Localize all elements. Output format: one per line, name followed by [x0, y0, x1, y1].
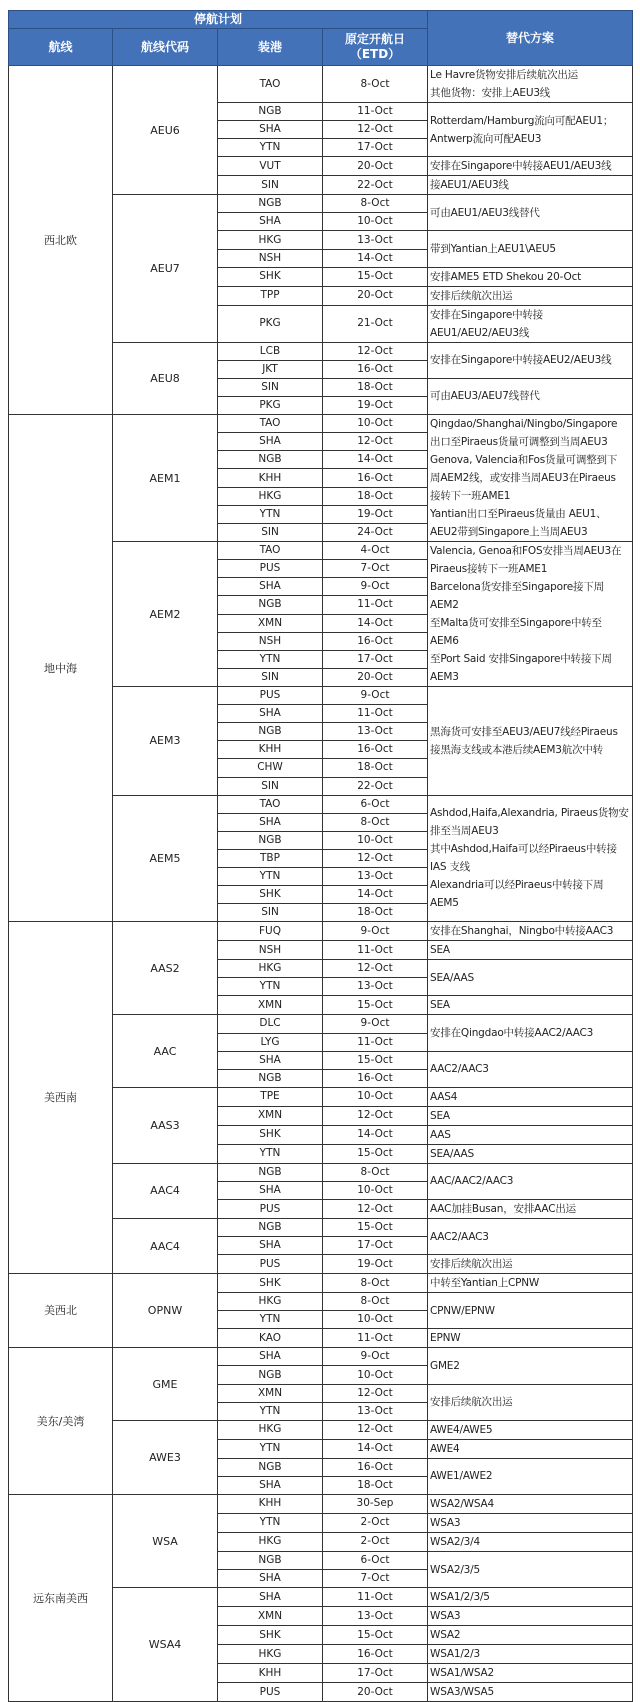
- header-route: 航线: [9, 29, 113, 66]
- etd-cell: 13-Oct: [323, 723, 428, 741]
- etd-cell: 18-Oct: [323, 378, 428, 396]
- port-cell: SIN: [218, 176, 323, 195]
- alternative-cell: CPNW/EPNW: [428, 1293, 633, 1329]
- port-cell: TAO: [218, 542, 323, 560]
- port-cell: YTN: [218, 978, 323, 996]
- alternative-cell: AWE4: [428, 1439, 633, 1458]
- port-cell: KHH: [218, 1494, 323, 1513]
- port-cell: SHK: [218, 1274, 323, 1293]
- etd-cell: 8-Oct: [323, 66, 428, 103]
- etd-cell: 11-Oct: [323, 705, 428, 723]
- port-cell: KHH: [218, 741, 323, 759]
- port-cell: HKG: [218, 1532, 323, 1551]
- port-cell: SHK: [218, 886, 323, 904]
- alternative-cell: SEA/AAS: [428, 960, 633, 996]
- table-body: [9, 66, 633, 1702]
- port-cell: KAO: [218, 1329, 323, 1348]
- etd-cell: 9-Oct: [323, 922, 428, 941]
- region-cell: 美西南: [9, 922, 113, 1274]
- header-alternative: 替代方案: [428, 11, 633, 66]
- etd-cell: 13-Oct: [323, 867, 428, 885]
- port-cell: TAO: [218, 415, 323, 433]
- etd-cell: 14-Oct: [323, 1125, 428, 1144]
- table-row: [9, 66, 633, 103]
- etd-cell: 10-Oct: [323, 1181, 428, 1199]
- port-cell: SHA: [218, 813, 323, 831]
- alternative-cell: Qingdao/Shanghai/Ningbo/Singapore 出口至Piraeus货量可调整到当周AEU3 Genova, Valencia和Fos货量可调整到下 周AEM2线，或安排当周AEU3在Piraeus 接转下一班AME1 Yantian出口至Piraeus货量由 AEU1、 AEU2带到Singapore上当周AEU3: [428, 415, 633, 542]
- port-cell: TAO: [218, 795, 323, 813]
- etd-cell: 4-Oct: [323, 542, 428, 560]
- route-code-cell: AEU6: [113, 66, 218, 195]
- region-cell: 美西北: [9, 1274, 113, 1348]
- etd-cell: 22-Oct: [323, 777, 428, 795]
- port-cell: YTN: [218, 139, 323, 157]
- port-cell: HKG: [218, 1645, 323, 1664]
- port-cell: PUS: [218, 1200, 323, 1219]
- port-cell: PKG: [218, 305, 323, 342]
- alternative-cell: 可由AEU3/AEU7线替代: [428, 378, 633, 414]
- etd-cell: 11-Oct: [323, 941, 428, 960]
- port-cell: SHA: [218, 1588, 323, 1607]
- route-code-cell: AAC4: [113, 1219, 218, 1274]
- alternative-cell: 接AEU1/AEU3线: [428, 176, 633, 195]
- port-cell: PUS: [218, 1683, 323, 1702]
- alternative-cell: WSA2/WSA4: [428, 1494, 633, 1513]
- alternative-cell: WSA2: [428, 1626, 633, 1645]
- etd-cell: 16-Oct: [323, 1069, 428, 1087]
- suspension-schedule-table: [8, 10, 633, 1702]
- port-cell: PKG: [218, 396, 323, 414]
- route-code-cell: AAS3: [113, 1087, 218, 1163]
- alternative-cell: 安排在Shanghai，Ningbo中转接AAC3: [428, 922, 633, 941]
- etd-cell: 12-Oct: [323, 1200, 428, 1219]
- etd-cell: 11-Oct: [323, 1329, 428, 1348]
- etd-cell: 9-Oct: [323, 687, 428, 705]
- etd-cell: 15-Oct: [323, 996, 428, 1015]
- alternative-cell: 安排在Singapore中转接AEU2/AEU3线: [428, 342, 633, 378]
- etd-cell: 16-Oct: [323, 632, 428, 650]
- port-cell: SIN: [218, 668, 323, 686]
- alternative-cell: SEA: [428, 941, 633, 960]
- alternative-cell: WSA2/3/4: [428, 1532, 633, 1551]
- route-code-cell: AAS2: [113, 922, 218, 1015]
- port-cell: YTN: [218, 1402, 323, 1420]
- etd-cell: 18-Oct: [323, 487, 428, 505]
- etd-cell: 20-Oct: [323, 157, 428, 176]
- route-code-cell: OPNW: [113, 1274, 218, 1348]
- etd-cell: 11-Oct: [323, 596, 428, 614]
- region-cell: 远东南美西: [9, 1494, 113, 1701]
- etd-cell: 12-Oct: [323, 849, 428, 867]
- port-cell: YTN: [218, 1513, 323, 1532]
- alternative-cell: Le Havre货物安排后续航次出运 其他货物：安排上AEU3线: [428, 66, 633, 103]
- port-cell: NSH: [218, 941, 323, 960]
- port-cell: XMN: [218, 996, 323, 1015]
- port-cell: SHA: [218, 1570, 323, 1588]
- port-cell: NGB: [218, 1366, 323, 1384]
- alternative-cell: GME2: [428, 1348, 633, 1384]
- port-cell: LCB: [218, 342, 323, 360]
- etd-cell: 10-Oct: [323, 1311, 428, 1329]
- etd-cell: 18-Oct: [323, 904, 428, 922]
- alternative-cell: 可由AEU1/AEU3线替代: [428, 195, 633, 231]
- header-loading-port: 装港: [218, 29, 323, 66]
- etd-cell: 10-Oct: [323, 831, 428, 849]
- alternative-cell: WSA3: [428, 1607, 633, 1626]
- alternative-cell: WSA1/2/3: [428, 1645, 633, 1664]
- port-cell: SHA: [218, 705, 323, 723]
- etd-cell: 30-Sep: [323, 1494, 428, 1513]
- etd-cell: 11-Oct: [323, 103, 428, 121]
- etd-cell: 12-Oct: [323, 1106, 428, 1125]
- etd-cell: 20-Oct: [323, 286, 428, 305]
- route-code-cell: GME: [113, 1348, 218, 1420]
- alternative-cell: Rotterdam/Hamburg流向可配AEU1； Antwerp流向可配AEU3: [428, 103, 633, 157]
- alternative-cell: 安排AME5 ETD Shekou 20-Oct: [428, 267, 633, 286]
- port-cell: TPP: [218, 286, 323, 305]
- port-cell: NGB: [218, 1458, 323, 1476]
- etd-cell: 10-Oct: [323, 213, 428, 231]
- etd-cell: 16-Oct: [323, 1645, 428, 1664]
- etd-cell: 15-Oct: [323, 1051, 428, 1069]
- etd-cell: 16-Oct: [323, 741, 428, 759]
- alternative-cell: AAC2/AAC3: [428, 1219, 633, 1255]
- port-cell: FUQ: [218, 922, 323, 941]
- etd-cell: 13-Oct: [323, 231, 428, 249]
- port-cell: YTN: [218, 867, 323, 885]
- port-cell: NGB: [218, 596, 323, 614]
- etd-cell: 12-Oct: [323, 960, 428, 978]
- etd-cell: 12-Oct: [323, 433, 428, 451]
- etd-cell: 2-Oct: [323, 1532, 428, 1551]
- port-cell: TPE: [218, 1087, 323, 1106]
- port-cell: YTN: [218, 1439, 323, 1458]
- alternative-cell: 安排后续航次出运: [428, 286, 633, 305]
- alternative-cell: Valencia, Genoa和FOS安排当周AEU3在 Piraeus接转下一班AME1 Barcelona货安排至Singapore接下周 AEM2 至Malta货可安排至Singapore中转至 AEM6 至Port Said 安排Singapore中转接下周 AEM3: [428, 542, 633, 687]
- port-cell: YTN: [218, 1144, 323, 1163]
- etd-cell: 9-Oct: [323, 578, 428, 596]
- port-cell: YTN: [218, 1311, 323, 1329]
- etd-cell: 14-Oct: [323, 614, 428, 632]
- route-code-cell: AAC4: [113, 1163, 218, 1218]
- alternative-cell: 安排在Qingdao中转接AAC2/AAC3: [428, 1015, 633, 1051]
- port-cell: PUS: [218, 560, 323, 578]
- alternative-cell: AAC/AAC2/AAC3: [428, 1163, 633, 1199]
- etd-cell: 22-Oct: [323, 176, 428, 195]
- port-cell: NGB: [218, 1163, 323, 1181]
- etd-cell: 12-Oct: [323, 342, 428, 360]
- etd-cell: 20-Oct: [323, 668, 428, 686]
- etd-cell: 15-Oct: [323, 267, 428, 286]
- route-code-cell: AEM1: [113, 415, 218, 542]
- alternative-cell: SEA: [428, 996, 633, 1015]
- table-row: [9, 922, 633, 941]
- port-cell: SIN: [218, 777, 323, 795]
- etd-cell: 18-Oct: [323, 1476, 428, 1494]
- port-cell: XMN: [218, 1607, 323, 1626]
- port-cell: VUT: [218, 157, 323, 176]
- port-cell: HKG: [218, 1293, 323, 1311]
- route-code-cell: AAC: [113, 1015, 218, 1087]
- port-cell: NSH: [218, 632, 323, 650]
- port-cell: NSH: [218, 249, 323, 267]
- etd-cell: 13-Oct: [323, 1402, 428, 1420]
- port-cell: SHA: [218, 578, 323, 596]
- etd-cell: 15-Oct: [323, 1144, 428, 1163]
- alternative-cell: 黑海货可安排至AEU3/AEU7线经Piraeus 接黑海支线或本港后续AEM3航次中转: [428, 687, 633, 796]
- etd-cell: 12-Oct: [323, 1384, 428, 1402]
- alternative-cell: AAS4: [428, 1087, 633, 1106]
- alternative-cell: 带到Yantian上AEU1\AEU5: [428, 231, 633, 267]
- port-cell: SHA: [218, 121, 323, 139]
- port-cell: SHK: [218, 1125, 323, 1144]
- port-cell: NGB: [218, 723, 323, 741]
- port-cell: KHH: [218, 469, 323, 487]
- etd-cell: 17-Oct: [323, 1237, 428, 1255]
- alternative-cell: EPNW: [428, 1329, 633, 1348]
- etd-cell: 8-Oct: [323, 813, 428, 831]
- port-cell: XMN: [218, 614, 323, 632]
- etd-cell: 6-Oct: [323, 795, 428, 813]
- etd-cell: 24-Oct: [323, 523, 428, 541]
- etd-cell: 14-Oct: [323, 249, 428, 267]
- port-cell: YTN: [218, 505, 323, 523]
- header-group-title: 停航计划: [9, 11, 428, 29]
- etd-cell: 11-Oct: [323, 1588, 428, 1607]
- port-cell: SHA: [218, 1348, 323, 1366]
- alternative-cell: 安排在Singapore中转接AEU1/AEU3线: [428, 157, 633, 176]
- etd-cell: 7-Oct: [323, 1570, 428, 1588]
- etd-cell: 8-Oct: [323, 1274, 428, 1293]
- port-cell: CHW: [218, 759, 323, 777]
- etd-cell: 14-Oct: [323, 1439, 428, 1458]
- alternative-cell: AAS: [428, 1125, 633, 1144]
- port-cell: TAO: [218, 66, 323, 103]
- table-row: [9, 1494, 633, 1513]
- port-cell: HKG: [218, 231, 323, 249]
- alternative-cell: SEA: [428, 1106, 633, 1125]
- etd-cell: 15-Oct: [323, 1219, 428, 1237]
- route-code-cell: AWE3: [113, 1420, 218, 1494]
- header-route-code: 航线代码: [113, 29, 218, 66]
- port-cell: SHK: [218, 267, 323, 286]
- port-cell: JKT: [218, 360, 323, 378]
- etd-cell: 6-Oct: [323, 1551, 428, 1569]
- etd-cell: 19-Oct: [323, 396, 428, 414]
- etd-cell: 18-Oct: [323, 759, 428, 777]
- etd-cell: 9-Oct: [323, 1348, 428, 1366]
- port-cell: NGB: [218, 1219, 323, 1237]
- route-code-cell: AEU7: [113, 195, 218, 342]
- etd-cell: 10-Oct: [323, 415, 428, 433]
- etd-cell: 8-Oct: [323, 1163, 428, 1181]
- port-cell: SHK: [218, 1626, 323, 1645]
- port-cell: SHA: [218, 433, 323, 451]
- alternative-cell: 安排后续航次出运: [428, 1384, 633, 1420]
- port-cell: YTN: [218, 650, 323, 668]
- port-cell: SHA: [218, 1181, 323, 1199]
- port-cell: KHH: [218, 1664, 323, 1683]
- etd-cell: 14-Oct: [323, 451, 428, 469]
- alternative-cell: WSA1/2/3/5: [428, 1588, 633, 1607]
- etd-cell: 16-Oct: [323, 469, 428, 487]
- etd-cell: 10-Oct: [323, 1087, 428, 1106]
- table-row: [9, 1274, 633, 1293]
- port-cell: XMN: [218, 1106, 323, 1125]
- etd-cell: 2-Oct: [323, 1513, 428, 1532]
- etd-cell: 13-Oct: [323, 1607, 428, 1626]
- etd-cell: 7-Oct: [323, 560, 428, 578]
- alternative-cell: 中转至Yantian上CPNW: [428, 1274, 633, 1293]
- port-cell: LYG: [218, 1033, 323, 1051]
- etd-cell: 19-Oct: [323, 505, 428, 523]
- etd-cell: 12-Oct: [323, 121, 428, 139]
- port-cell: HKG: [218, 960, 323, 978]
- region-cell: 地中海: [9, 415, 113, 922]
- port-cell: DLC: [218, 1015, 323, 1033]
- port-cell: PUS: [218, 1255, 323, 1274]
- alternative-cell: 安排在Singapore中转接 AEU1/AEU2/AEU3线: [428, 305, 633, 342]
- port-cell: SIN: [218, 904, 323, 922]
- region-cell: 西北欧: [9, 66, 113, 415]
- alternative-cell: WSA2/3/5: [428, 1551, 633, 1587]
- region-cell: 美东/美湾: [9, 1348, 113, 1495]
- port-cell: SHA: [218, 1051, 323, 1069]
- etd-cell: 17-Oct: [323, 1664, 428, 1683]
- port-cell: SHA: [218, 1237, 323, 1255]
- alternative-cell: AWE1/AWE2: [428, 1458, 633, 1494]
- table-row: [9, 415, 633, 433]
- etd-cell: 17-Oct: [323, 650, 428, 668]
- port-cell: NGB: [218, 195, 323, 213]
- port-cell: SIN: [218, 378, 323, 396]
- port-cell: SIN: [218, 523, 323, 541]
- etd-cell: 14-Oct: [323, 886, 428, 904]
- etd-cell: 17-Oct: [323, 139, 428, 157]
- alternative-cell: SEA/AAS: [428, 1144, 633, 1163]
- port-cell: XMN: [218, 1384, 323, 1402]
- port-cell: SHA: [218, 1476, 323, 1494]
- etd-cell: 13-Oct: [323, 978, 428, 996]
- alternative-cell: WSA3/WSA5: [428, 1683, 633, 1702]
- port-cell: TBP: [218, 849, 323, 867]
- route-code-cell: WSA: [113, 1494, 218, 1587]
- alternative-cell: WSA1/WSA2: [428, 1664, 633, 1683]
- route-code-cell: AEU8: [113, 342, 218, 414]
- alternative-cell: 安排后续航次出运: [428, 1255, 633, 1274]
- route-code-cell: AEM5: [113, 795, 218, 922]
- etd-cell: 15-Oct: [323, 1626, 428, 1645]
- port-cell: NGB: [218, 451, 323, 469]
- alternative-cell: WSA3: [428, 1513, 633, 1532]
- port-cell: NGB: [218, 1069, 323, 1087]
- etd-cell: 10-Oct: [323, 1366, 428, 1384]
- port-cell: NGB: [218, 1551, 323, 1569]
- port-cell: HKG: [218, 1420, 323, 1439]
- etd-cell: 8-Oct: [323, 195, 428, 213]
- route-code-cell: AEM2: [113, 542, 218, 687]
- port-cell: PUS: [218, 687, 323, 705]
- route-code-cell: WSA4: [113, 1588, 218, 1702]
- alternative-cell: Ashdod,Haifa,Alexandria, Piraeus货物安 排至当周AEU3 其中Ashdod,Haifa可以经Piraeus中转接 IAS 支线 Alexandria可以经Piraeus中转接下周 AEM5: [428, 795, 633, 922]
- alternative-cell: AAC加挂Busan，安排AAC出运: [428, 1200, 633, 1219]
- etd-cell: 9-Oct: [323, 1015, 428, 1033]
- etd-cell: 12-Oct: [323, 1420, 428, 1439]
- alternative-cell: AWE4/AWE5: [428, 1420, 633, 1439]
- etd-cell: 19-Oct: [323, 1255, 428, 1274]
- etd-cell: 20-Oct: [323, 1683, 428, 1702]
- etd-cell: 11-Oct: [323, 1033, 428, 1051]
- etd-cell: 16-Oct: [323, 360, 428, 378]
- port-cell: HKG: [218, 487, 323, 505]
- port-cell: NGB: [218, 831, 323, 849]
- port-cell: NGB: [218, 103, 323, 121]
- port-cell: SHA: [218, 213, 323, 231]
- etd-cell: 16-Oct: [323, 1458, 428, 1476]
- etd-cell: 8-Oct: [323, 1293, 428, 1311]
- header-etd: 原定开航日 （ETD）: [323, 29, 428, 66]
- etd-cell: 21-Oct: [323, 305, 428, 342]
- table-row: [9, 1348, 633, 1366]
- alternative-cell: AAC2/AAC3: [428, 1051, 633, 1087]
- route-code-cell: AEM3: [113, 687, 218, 796]
